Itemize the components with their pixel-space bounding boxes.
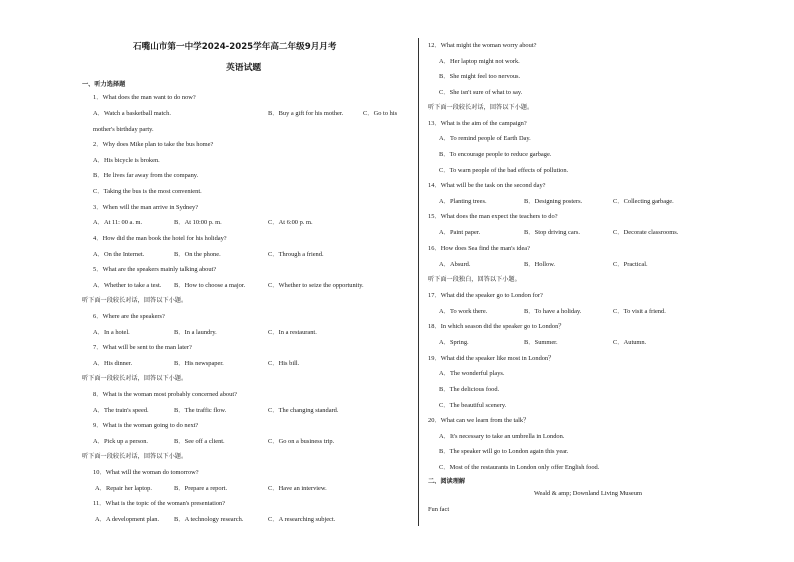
question-stem: 20．What can we learn from the talk？ xyxy=(428,417,530,424)
option-a: A．Whether to take a test. xyxy=(93,282,162,289)
option-c: C．Go to his xyxy=(363,110,398,117)
option-b: B．Prepare a report. xyxy=(174,485,228,492)
question-stem: 9．What is the woman going to do next? xyxy=(93,422,199,429)
option-c: C．Most of the restaurants in London only offer English food. xyxy=(439,464,600,471)
question-stem: 1．What does the man want to do now? xyxy=(93,94,196,101)
question-stem: 14．What will be the task on the second day? xyxy=(428,182,546,189)
question-stem: 15．What does the man expect the teachers to do? xyxy=(428,213,558,220)
option-a: A．Repair her laptop. xyxy=(95,485,152,492)
option-c-continued: mother's birthday party. xyxy=(93,126,154,133)
question-stem: 6．Where are the speakers? xyxy=(93,313,165,320)
instruction: 听下面一段较长对话，回答以下小题。 xyxy=(428,104,534,111)
option-a: A．The wonderful plays. xyxy=(439,370,505,377)
option-a: A．A development plan. xyxy=(95,516,160,523)
option-a: A．Her laptop might not work. xyxy=(439,58,520,65)
option-b: B．Hollow. xyxy=(524,261,556,268)
exam-subtitle: 英语试题 xyxy=(226,63,262,73)
option-b: B．The delicious food. xyxy=(439,386,500,393)
option-c: C．Go on a business trip. xyxy=(268,438,335,445)
option-c: C．Taking the bus is the most convenient. xyxy=(93,188,202,195)
option-b: B．Buy a gift for his mother. xyxy=(268,110,344,117)
passage-title: Weald & amp; Downland Living Museum xyxy=(534,490,642,497)
option-b: B．In a laundry. xyxy=(174,329,217,336)
option-b: B．Designing posters. xyxy=(524,198,583,205)
option-b: B．See off a client. xyxy=(174,438,225,445)
column-divider xyxy=(418,38,419,526)
option-a: A．On the Internet. xyxy=(93,251,145,258)
option-a: A．Spring. xyxy=(439,339,469,346)
question-stem: 13．What is the aim of the campaign? xyxy=(428,120,527,127)
option-b: B．On the phone. xyxy=(174,251,221,258)
question-stem: 16．How does Sea find the man's idea? xyxy=(428,245,530,252)
question-stem: 2．Why does Mike plan to take the bus home? xyxy=(93,141,214,148)
option-a: A．Planting trees. xyxy=(439,198,487,205)
option-c: C．She isn't sure of what to say. xyxy=(439,89,523,96)
option-b: B．To have a holiday. xyxy=(524,308,582,315)
option-c: C．Collecting garbage. xyxy=(613,198,674,205)
option-c: C．Through a friend. xyxy=(268,251,324,258)
option-b: B．Stop driving cars. xyxy=(524,229,580,236)
question-stem: 11．What is the topic of the woman's presentation? xyxy=(93,500,226,507)
option-c: C．A researching subject. xyxy=(268,516,336,523)
option-a: A．Pick up a person. xyxy=(93,438,149,445)
option-c: C．Whether to seize the opportunity. xyxy=(268,282,364,289)
instruction: 听下面一段独白，回答以下小题。 xyxy=(428,276,521,283)
option-a: A．The train's speed. xyxy=(93,407,149,414)
option-c: C．Decorate classrooms. xyxy=(613,229,679,236)
question-stem: 18．In which season did the speaker go to London？ xyxy=(428,323,565,330)
question-stem: 17．What did the speaker go to London for? xyxy=(428,292,543,299)
option-b: B．How to choose a major. xyxy=(174,282,246,289)
section-listening: 一、听力选择题 xyxy=(82,81,126,88)
instruction: 听下面一段较长对话，回答以下小题。 xyxy=(82,297,188,304)
question-stem: 12．What might the woman worry about? xyxy=(428,42,537,49)
option-b: B．Summer. xyxy=(524,339,558,346)
option-c: C．To warn people of the bad effects of pollution. xyxy=(439,167,569,174)
option-b: B．A technology research. xyxy=(174,516,244,523)
question-stem: 7．What will be sent to the man later? xyxy=(93,344,192,351)
option-b: B．His newspaper. xyxy=(174,360,224,367)
option-a: A．Watch a basketball match. xyxy=(93,110,171,117)
option-a: A．His dinner. xyxy=(93,360,133,367)
option-c: C．His bill. xyxy=(268,360,300,367)
option-c: C．The changing standard. xyxy=(268,407,339,414)
question-stem: 19．What did the speaker like most in London？ xyxy=(428,355,555,362)
option-b: B．She might feel too nervous. xyxy=(439,73,521,80)
option-b: B．The traffic flow. xyxy=(174,407,227,414)
question-stem: 3．When will the man arrive in Sydney? xyxy=(93,204,199,211)
question-stem: 10．What will the woman do tomorrow? xyxy=(93,469,199,476)
option-c: C．Practical. xyxy=(613,261,648,268)
option-c: C．Autumn. xyxy=(613,339,647,346)
question-stem: 8．What is the woman most probably concerned about? xyxy=(93,391,237,398)
option-a: A．To work there. xyxy=(439,308,488,315)
option-a: A．It's necessary to take an umbrella in London. xyxy=(439,433,565,440)
instruction: 听下面一段较长对话，回答以下小题。 xyxy=(82,375,188,382)
section-reading: 二、阅读理解 xyxy=(428,478,466,485)
question-stem: 5．What are the speakers mainly talking about? xyxy=(93,266,217,273)
option-a: A．His bicycle is broken. xyxy=(93,157,160,164)
instruction: 听下面一段较长对话，回答以下小题。 xyxy=(82,453,188,460)
option-b: B．To encourage people to reduce garbage. xyxy=(439,151,552,158)
option-c: C．The beautiful scenery. xyxy=(439,402,507,409)
option-c: C．To visit a friend. xyxy=(613,308,666,315)
option-c: C．Have an interview. xyxy=(268,485,327,492)
option-a: A．In a hotel. xyxy=(93,329,130,336)
option-b: B．He lives far away from the company. xyxy=(93,172,199,179)
option-a: A．Absurd. xyxy=(439,261,471,268)
option-a: A．Paint paper. xyxy=(439,229,481,236)
option-c: C．In a restaurant. xyxy=(268,329,317,336)
option-b: B．At 10:00 p. m. xyxy=(174,219,222,226)
option-c: C．At 6:00 p. m. xyxy=(268,219,313,226)
question-stem: 4．How did the man book the hotel for his holiday? xyxy=(93,235,227,242)
exam-title: 石嘴山市第一中学2024-2025学年高二年级9月月考 xyxy=(133,42,337,52)
passage-text: Fun fact xyxy=(428,506,450,513)
option-a: A．At 11: 00 a. m. xyxy=(93,219,143,226)
option-b: B．The speaker will go to London again this year. xyxy=(439,448,569,455)
option-a: A．To remind people of Earth Day. xyxy=(439,135,531,142)
